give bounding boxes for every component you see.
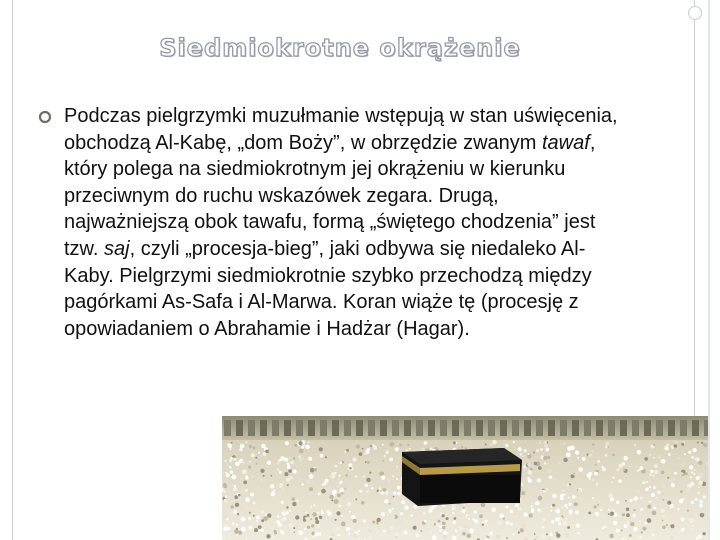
paragraph-segment: , który polega na siedmiokrotnym jej okrążeniu w kierunku przeciwnym do ruchu wskazówek zegara. Drugą, najważniejszą obok tawafu, formą „świętego chodzenia” jest tzw.: [64, 131, 596, 260]
frame-right-border: [708, 0, 710, 540]
paragraph-segment: Podczas pielgrzymki muzułmanie wstępują w stan uświęcenia, obchodzą Al-Kabę, „dom Boży”, w obrzędzie zwanym: [64, 105, 618, 154]
frame-left-line: [12, 0, 13, 540]
kaaba-pilgrims-photo: [222, 416, 708, 540]
ring-bullet-icon: [38, 110, 52, 127]
slide-title: Siedmiokrotne okrążenie: [159, 34, 521, 62]
term-saj: saj: [104, 237, 130, 260]
paragraph-segment: , czyli „procesja-bieg”, jaki odbywa się niedaleko Al-Kaby. Pielgrzymi siedmiokrotnie szybko przechodzą między pagórkami As-Safa i Al-Marwa. Koran wiąże tę (procesję z opowiadaniem o Abrahamie i Hadżar (Hagar).: [64, 237, 592, 340]
body-paragraph: [64, 103, 624, 342]
corner-circle-icon: [688, 6, 702, 20]
term-tawaf: tawaf: [542, 131, 590, 154]
